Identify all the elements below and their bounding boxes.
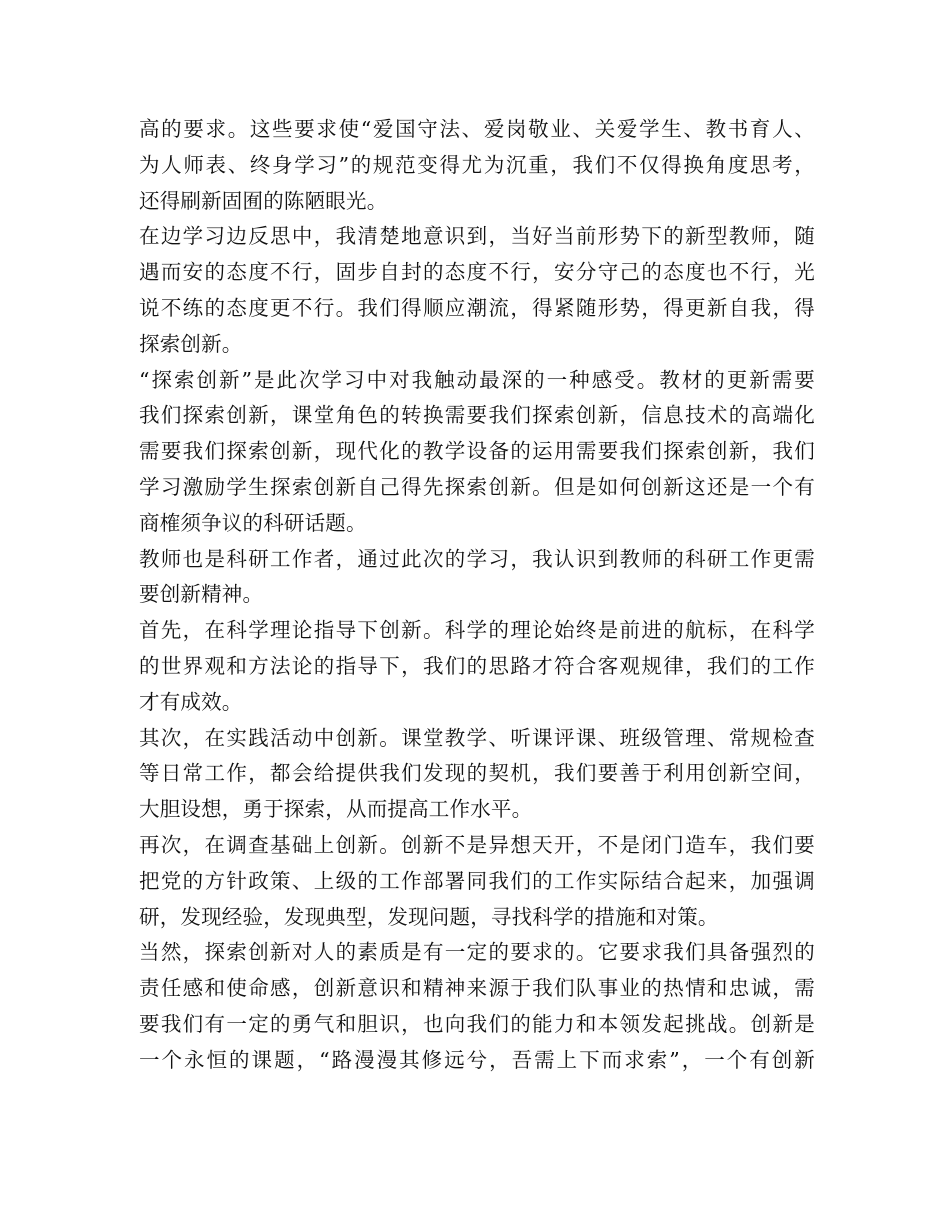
text-line: 再次，在调查基础上创新。创新不是异想天开，不是闭门造车，我们要 — [139, 832, 815, 857]
text-line: 高的要求。这些要求使“爱国守法、爱岗敬业、关爱学生、教书育人、 — [139, 117, 815, 141]
text-line: 责任感和使命感，创新意识和精神来源于我们队事业的热情和忠诚，需 — [139, 976, 815, 1001]
text-line: 说不练的态度更不行。我们得顺应潮流，得紧随形势，得更新自我，得 — [139, 295, 815, 320]
text-line: 当然，探索创新对人的素质是有一定的要求的。它要求我们具备强烈的 — [139, 940, 815, 965]
text-line: 探索创新。 — [139, 331, 243, 356]
text-line: 其次，在实践活动中创新。课堂教学、听课评课、班级管理、常规检查 — [139, 725, 815, 750]
text-line: 要创新精神。 — [139, 582, 264, 607]
text-line: 才有成效。 — [139, 689, 243, 714]
text-line: 商榷须争议的科研话题。 — [139, 510, 367, 535]
text-line: 为人师表、终身学习”的规范变得尤为沉重，我们不仅得换角度思考， — [139, 152, 815, 177]
text-line: “探索创新”是此次学习中对我触动最深的一种感受。教材的更新需要 — [139, 367, 815, 392]
text-line: 在边学习边反思中，我清楚地意识到，当好当前形势下的新型教师，随 — [139, 224, 815, 249]
text-line: 大胆设想，勇于探索，从而提高工作水平。 — [139, 797, 533, 822]
text-line: 教师也是科研工作者，通过此次的学习，我认识到教师的科研工作更需 — [139, 546, 815, 571]
text-line: 要我们有一定的勇气和胆识，也向我们的能力和本领发起挑战。创新是 — [139, 1011, 815, 1036]
text-line: 的世界观和方法论的指导下，我们的思路才符合客观规律，我们的工作 — [139, 653, 815, 678]
text-line: 需要我们探索创新，现代化的教学设备的运用需要我们探索创新，我们 — [139, 439, 815, 464]
text-line: 首先，在科学理论指导下创新。科学的理论始终是前进的航标，在科学 — [139, 618, 815, 643]
text-line: 把党的方针政策、上级的工作部署同我们的工作实际结合起来，加强调 — [139, 868, 815, 893]
text-line: 我们探索创新，课堂角色的转换需要我们探索创新，信息技术的高端化 — [139, 403, 815, 428]
text-line: 研，发现经验，发现典型，发现问题，寻找科学的措施和对策。 — [139, 904, 719, 929]
text-line: 等日常工作，都会给提供我们发现的契机，我们要善于利用创新空间， — [139, 761, 815, 786]
text-line: 一个永恒的课题，“路漫漫其修远兮，吾需上下而求索”，一个有创新 — [139, 1047, 815, 1072]
text-line: 遇而安的态度不行，固步自封的态度不行，安分守己的态度也不行，光 — [139, 260, 815, 285]
text-line: 学习激励学生探索创新自己得先探索创新。但是如何创新这还是一个有 — [139, 474, 815, 499]
text-line: 还得刷新固囿的陈陋眼光。 — [139, 188, 388, 213]
body-text — [139, 112, 815, 1079]
